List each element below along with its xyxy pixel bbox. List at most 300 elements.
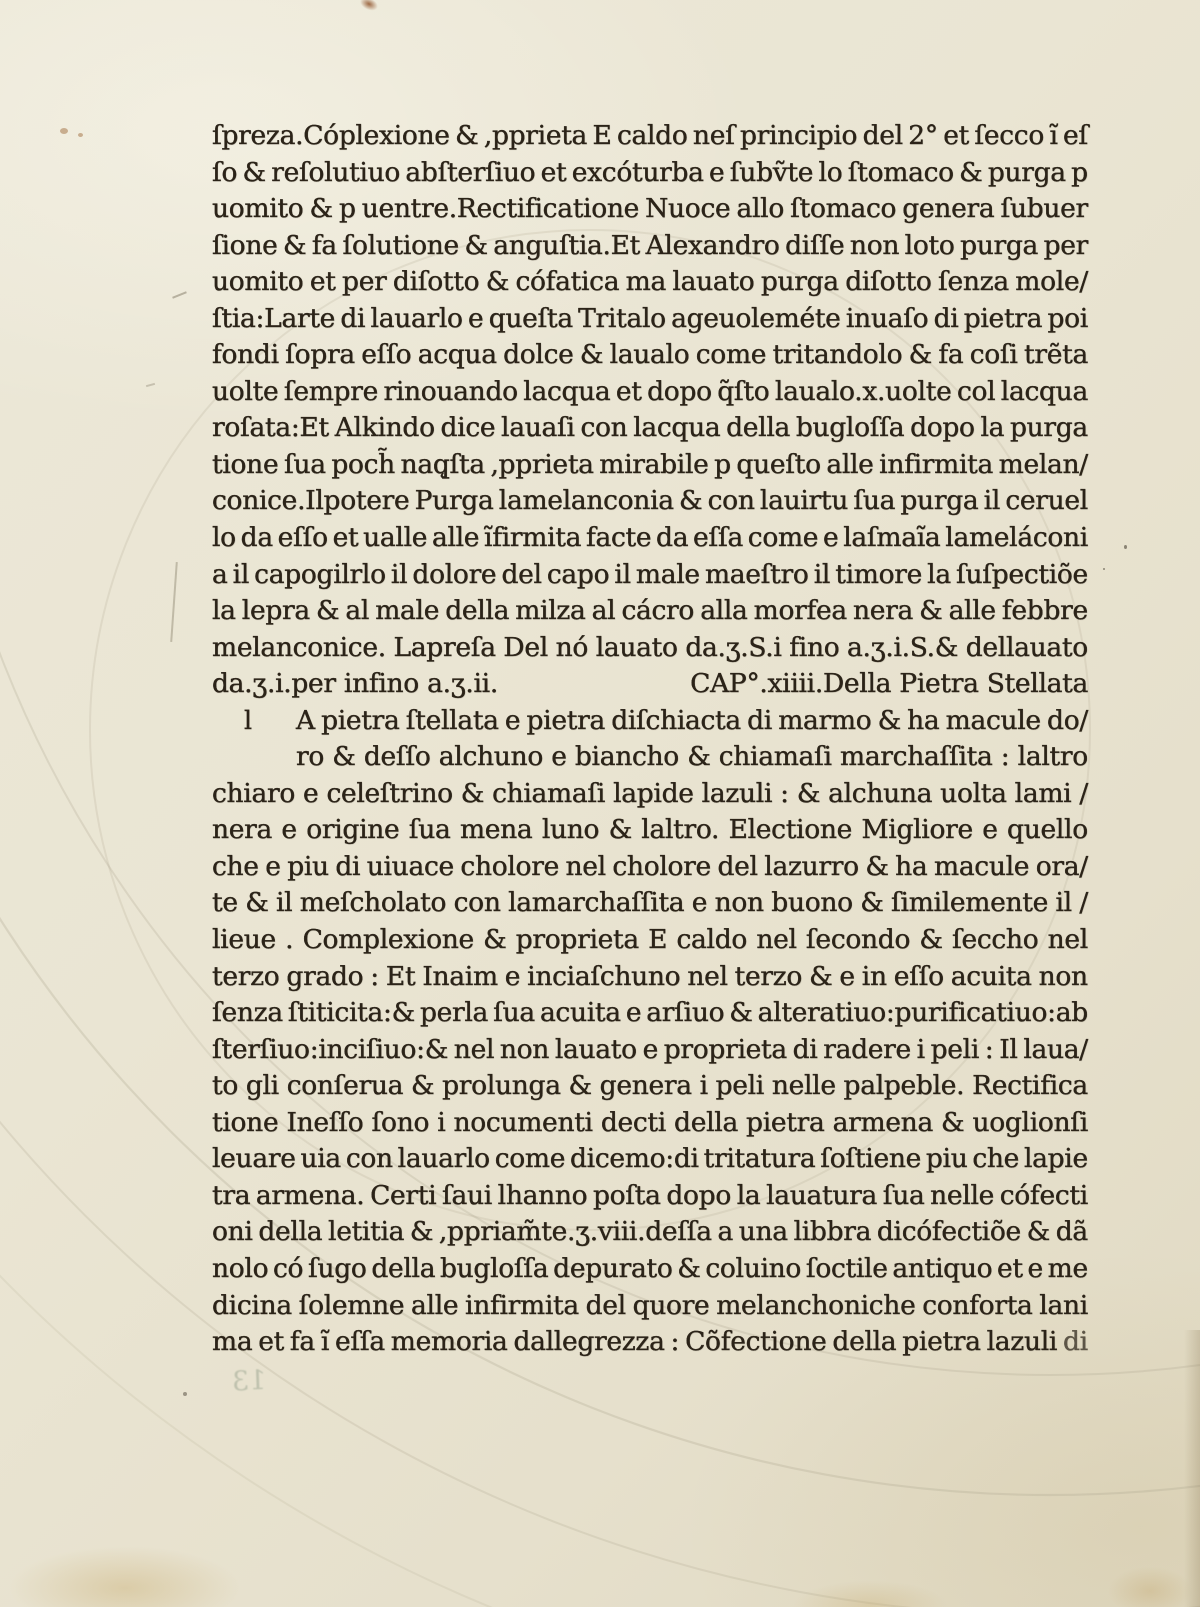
word: radere <box>823 1033 911 1065</box>
word: e <box>551 741 567 773</box>
word: Del <box>503 631 548 663</box>
word: come <box>695 339 767 371</box>
word: ,pprieta <box>490 448 594 480</box>
word: melanconice. <box>212 631 386 663</box>
word: diſchiacta <box>611 704 741 736</box>
word: ſua <box>853 485 896 517</box>
word: di <box>335 850 361 882</box>
word: armena. <box>255 1179 365 1211</box>
word: diſotto <box>845 266 932 298</box>
word: lauato <box>554 1033 637 1065</box>
word: alchuna <box>828 777 933 809</box>
word: lauato <box>672 266 755 298</box>
word: & <box>460 777 485 809</box>
word: & <box>332 741 356 773</box>
text-line <box>212 1216 1088 1253</box>
word: del <box>862 120 903 151</box>
word: in <box>861 960 887 992</box>
word: Et <box>385 960 416 992</box>
word: & <box>908 339 932 371</box>
text-line <box>212 1180 1088 1217</box>
word: ſubuer <box>1000 193 1088 225</box>
word: da <box>656 522 689 554</box>
word: nera <box>212 814 273 846</box>
word: ſaui <box>442 1179 492 1211</box>
text-line <box>212 595 1088 632</box>
text-line <box>212 705 1088 742</box>
word: infirmita <box>879 448 994 480</box>
word: a <box>717 1216 734 1248</box>
word: ualle <box>363 522 428 554</box>
word: una <box>738 1216 788 1248</box>
word: della <box>445 595 510 627</box>
word: diſotto <box>392 266 480 298</box>
word: & <box>483 924 507 956</box>
word: lhanno <box>497 1179 588 1211</box>
word: bugloſſa <box>795 412 905 444</box>
word: il <box>813 558 831 590</box>
word: cófecti <box>999 1179 1088 1211</box>
word: fa <box>311 229 337 261</box>
word: inciaſchuno <box>527 960 681 992</box>
word: & <box>919 595 943 627</box>
word: da.ʒ.S.i <box>685 631 782 663</box>
word: a <box>212 558 228 590</box>
word: uentre.Rectificatione <box>361 193 640 225</box>
word: Inaim <box>422 960 498 992</box>
word: dice <box>440 412 496 444</box>
word: alle <box>431 522 480 554</box>
word: & <box>959 156 983 188</box>
word: naq̨ſta <box>400 448 485 480</box>
word: p <box>714 448 731 480</box>
text-line <box>212 1070 1088 1107</box>
word: e <box>839 960 855 992</box>
ink-speck <box>1103 568 1105 570</box>
word: melan/ <box>998 448 1088 480</box>
word: ma <box>212 1326 253 1358</box>
word: peli <box>715 1070 764 1102</box>
word: & <box>568 1070 592 1102</box>
word: per <box>342 266 387 298</box>
word: nelle <box>930 1179 995 1211</box>
word: con <box>707 485 755 517</box>
text-line <box>212 266 1088 303</box>
word: et <box>615 375 642 407</box>
word: melanchoniche <box>716 1289 916 1321</box>
word: eſſo <box>893 960 944 992</box>
word: dolce <box>503 339 574 371</box>
word: di <box>747 704 772 736</box>
word: facte <box>585 522 652 554</box>
word: nel <box>453 1033 495 1065</box>
word: & <box>464 229 488 261</box>
word: mole/ <box>1015 266 1088 298</box>
text-line <box>212 961 1088 998</box>
word: ſua <box>283 448 326 480</box>
word: alchuno <box>438 741 543 773</box>
word: del <box>717 850 758 882</box>
word: & <box>919 924 943 956</box>
word: laltro <box>1017 741 1088 773</box>
word: & <box>242 156 266 188</box>
text-line <box>212 851 1088 888</box>
word: lameláconi <box>945 522 1088 554</box>
word: ſoctile <box>805 1252 888 1284</box>
word: & <box>677 1252 701 1284</box>
word: Ineſſo <box>286 1106 364 1138</box>
word: tra <box>212 1179 251 1211</box>
word: ro <box>296 741 325 773</box>
word: genera <box>599 1070 692 1102</box>
word: ora/ <box>1035 850 1088 882</box>
word: p <box>1071 156 1088 188</box>
word: capogilrlo <box>254 558 386 590</box>
word: ſeccho <box>951 924 1039 956</box>
word: : <box>370 960 379 992</box>
text-line <box>212 741 1088 778</box>
word: trẽta <box>1024 339 1088 371</box>
word: caldo <box>616 120 688 151</box>
word: Migliore <box>861 814 973 846</box>
word: et <box>332 522 359 554</box>
word: la <box>980 412 1005 444</box>
text-line <box>212 412 1088 449</box>
word: Certi <box>370 1179 437 1211</box>
word: e <box>504 960 521 992</box>
paper-speck <box>60 128 68 134</box>
word: laſmaĩa <box>843 522 941 554</box>
word: et <box>997 1252 1023 1284</box>
text-line <box>212 1034 1088 1071</box>
word: antiquo <box>892 1252 993 1284</box>
word: poſta <box>592 1179 661 1211</box>
word: ſtomaco <box>847 156 954 188</box>
word: pietra <box>902 1326 981 1358</box>
word: fa <box>938 339 964 371</box>
word: che <box>972 1143 1020 1175</box>
word: dicófectiõe <box>876 1216 1021 1248</box>
word: dolore <box>412 558 497 590</box>
word: ĩ <box>1049 120 1058 151</box>
word: libbra <box>793 1216 872 1248</box>
word: : <box>984 1033 994 1065</box>
word: nelle <box>771 1070 836 1102</box>
word: acuita <box>950 960 1032 992</box>
text-line <box>212 230 1088 267</box>
word: marchaſſita <box>839 741 993 773</box>
word: non <box>499 1033 550 1065</box>
word: laualo <box>609 339 690 371</box>
word: e <box>265 850 281 882</box>
word: có <box>273 1252 304 1284</box>
word: purga <box>960 229 1039 261</box>
word: la <box>927 558 951 590</box>
word: della <box>726 412 791 444</box>
text-line <box>212 339 1088 376</box>
word: letitia <box>328 1216 405 1248</box>
word: palpeble. <box>843 1070 965 1102</box>
word: quello <box>1007 814 1088 846</box>
stain-bottom-left <box>0 1528 290 1607</box>
word: il <box>614 558 631 590</box>
word: alla <box>700 595 748 627</box>
word: & <box>316 595 340 627</box>
word: peli <box>930 1033 980 1065</box>
word: & <box>455 120 479 151</box>
word: eſſo <box>361 339 412 371</box>
word: ſua <box>408 814 451 846</box>
word: prolunga <box>442 1070 561 1102</box>
text-line <box>212 157 1088 194</box>
word: ſopra <box>285 339 355 371</box>
word: non <box>1038 960 1088 992</box>
text-line <box>212 193 1088 230</box>
word: roſata:Et <box>212 412 329 444</box>
word: biancho <box>574 741 679 773</box>
word: & <box>485 266 509 298</box>
word: lauarlo <box>370 302 463 334</box>
word: della <box>371 1252 436 1284</box>
guide-letter: l <box>244 705 252 735</box>
word: ſtia:Larte <box>212 302 336 334</box>
text-line <box>212 1253 1088 1290</box>
word: lami <box>1014 777 1072 809</box>
ink-speck <box>183 1392 187 1396</box>
word: lapie <box>1023 1143 1088 1175</box>
word: purga <box>900 485 979 517</box>
word: non <box>849 229 900 261</box>
word: ĩ <box>320 1326 330 1358</box>
word: memoria <box>390 1326 508 1358</box>
word: del <box>501 558 542 590</box>
word: & <box>687 741 711 773</box>
word: lacqua <box>523 375 611 407</box>
word: conice.Ilpotere <box>212 485 410 517</box>
word: purga <box>760 266 839 298</box>
word: coſi <box>969 339 1018 371</box>
word: con <box>580 412 628 444</box>
word: et <box>943 120 969 151</box>
word: a.ʒ.i.S.& <box>847 631 959 663</box>
word: oni <box>212 1216 253 1248</box>
word: come <box>494 1143 566 1175</box>
word: uolte <box>212 375 279 407</box>
word: da <box>240 522 273 554</box>
word: ſecondo <box>805 924 911 956</box>
word: per <box>1043 229 1088 261</box>
verse-end-text: da.ʒ.i.per infino a.ʒ.ii. <box>212 668 498 700</box>
word: laltro. <box>641 814 720 846</box>
word: e <box>1027 1252 1043 1284</box>
word: cholore <box>460 850 559 882</box>
word: uoglionſi <box>972 1106 1088 1138</box>
word: lacqua <box>1000 375 1088 407</box>
word: ĩfirmita <box>484 522 582 554</box>
text-line <box>212 997 1088 1034</box>
word: eſſa <box>693 522 743 554</box>
word: alle <box>411 1289 459 1321</box>
word: acuita <box>539 997 621 1029</box>
word: Electione <box>728 814 853 846</box>
word: del <box>585 1289 626 1321</box>
word: conforta <box>922 1289 1033 1321</box>
word: della <box>674 1106 738 1138</box>
word: meſcholato <box>299 887 447 919</box>
word: & <box>860 887 884 919</box>
word: piu <box>287 850 329 882</box>
word: Tritalo <box>578 302 666 334</box>
word: lo <box>818 156 843 188</box>
word: ſubṽte <box>729 156 814 188</box>
word: gli <box>245 1070 279 1102</box>
word: chiamaſi <box>492 777 606 809</box>
word: ma <box>625 266 666 298</box>
word: A <box>296 704 315 736</box>
word: ſono <box>371 1106 430 1138</box>
word: tione <box>212 448 279 480</box>
word: Nuoce <box>645 193 731 225</box>
word: & <box>877 704 901 736</box>
word: fondi <box>212 339 279 371</box>
word: male <box>635 558 700 590</box>
word: milza <box>515 595 586 627</box>
word: nel <box>687 960 728 992</box>
word: col <box>956 375 996 407</box>
word: ſione <box>212 229 278 261</box>
word: purga <box>987 156 1066 188</box>
word: & <box>796 777 821 809</box>
word: lepra <box>241 595 310 627</box>
word: cófatica <box>515 266 620 298</box>
word: acqua <box>417 339 497 371</box>
word: non <box>714 887 764 919</box>
word: et <box>540 156 567 188</box>
word: macule <box>945 704 1041 736</box>
word: alteratiuo:purificatiuo:ab <box>757 997 1088 1029</box>
word: fino <box>789 631 840 663</box>
word: : <box>1000 741 1010 773</box>
word: e <box>709 156 725 188</box>
word: i <box>916 1033 925 1065</box>
word: & <box>729 997 753 1029</box>
word: me <box>1047 1252 1088 1284</box>
text-line <box>212 449 1088 486</box>
word: dopo <box>666 1179 731 1211</box>
word: e <box>642 1033 658 1065</box>
word: proprieta <box>663 1033 787 1065</box>
word: ſterſiuo:inciſiuo:& <box>212 1033 449 1065</box>
word: & <box>283 229 307 261</box>
word: della <box>258 1216 323 1248</box>
word: uia <box>300 1143 341 1175</box>
word: febbre <box>1001 595 1088 627</box>
word: e <box>625 997 642 1029</box>
margin-mark <box>170 562 178 642</box>
text-line <box>212 1143 1088 1180</box>
word: eſ <box>1063 120 1088 151</box>
word: ceruel <box>1005 485 1088 517</box>
word: purga <box>1009 412 1088 444</box>
word: macule <box>933 850 1030 882</box>
word: ſolutione <box>342 229 459 261</box>
word: chiaro <box>212 777 296 809</box>
word: chiamaſi <box>718 741 832 773</box>
word: ſolemne <box>298 1289 405 1321</box>
word: te <box>212 887 238 919</box>
word: loto <box>904 229 955 261</box>
word: dicemo:di <box>570 1143 699 1175</box>
word: to <box>212 1070 239 1102</box>
word: uomito <box>212 193 304 225</box>
word: conſerua <box>286 1070 404 1102</box>
text-line <box>212 120 1088 157</box>
word: lauarlo <box>397 1143 490 1175</box>
word: lamelanconia <box>498 485 674 517</box>
word: pietra <box>526 704 605 736</box>
text-line <box>212 1107 1088 1144</box>
word: pietra <box>321 704 400 736</box>
word: bugloſſa <box>439 1252 549 1284</box>
word: nolo <box>212 1252 269 1284</box>
word: dicina <box>212 1289 292 1321</box>
word: ſenza <box>212 997 283 1029</box>
word: & <box>608 814 632 846</box>
word: rinouando <box>383 375 518 407</box>
word: ſecco <box>974 120 1045 151</box>
word: 2° <box>908 120 938 151</box>
word: quore <box>632 1289 710 1321</box>
word: i <box>699 1070 708 1102</box>
word: e <box>281 814 297 846</box>
word: il <box>1055 887 1072 919</box>
word: il <box>983 485 1001 517</box>
word: Cõfectione <box>685 1326 827 1358</box>
word: genera <box>902 193 995 225</box>
word: ſuſpectiõe <box>955 558 1088 590</box>
word: male <box>375 595 440 627</box>
word: poi <box>1047 302 1088 334</box>
word: luno <box>541 814 600 846</box>
word: pietra <box>963 302 1043 334</box>
word: e <box>467 302 484 334</box>
word: caldo <box>676 924 748 956</box>
word: alle <box>948 595 996 627</box>
word: e <box>691 887 708 919</box>
word: morfea <box>753 595 847 627</box>
word: lapide <box>613 777 694 809</box>
word: eſſo <box>277 522 328 554</box>
word: mirabile <box>599 448 709 480</box>
word: laua/ <box>1023 1033 1088 1065</box>
word: reſolutiuo <box>271 156 401 188</box>
word: ,pprieta <box>483 120 588 151</box>
text-line <box>212 485 1088 522</box>
word: ſua <box>493 997 535 1029</box>
word: celeſtrino <box>326 777 453 809</box>
word: diſſe <box>785 229 845 261</box>
word: excóturba <box>571 156 704 188</box>
word: q̃ſto <box>717 375 770 407</box>
word: ſua <box>882 1179 925 1211</box>
word: tritatura <box>703 1143 816 1175</box>
text-line <box>212 303 1088 340</box>
word: maeſtro <box>704 558 809 590</box>
word: dallegrezza <box>513 1326 665 1358</box>
word: al <box>591 595 616 627</box>
word: Purga <box>414 485 494 517</box>
word: infirmita <box>465 1289 579 1321</box>
